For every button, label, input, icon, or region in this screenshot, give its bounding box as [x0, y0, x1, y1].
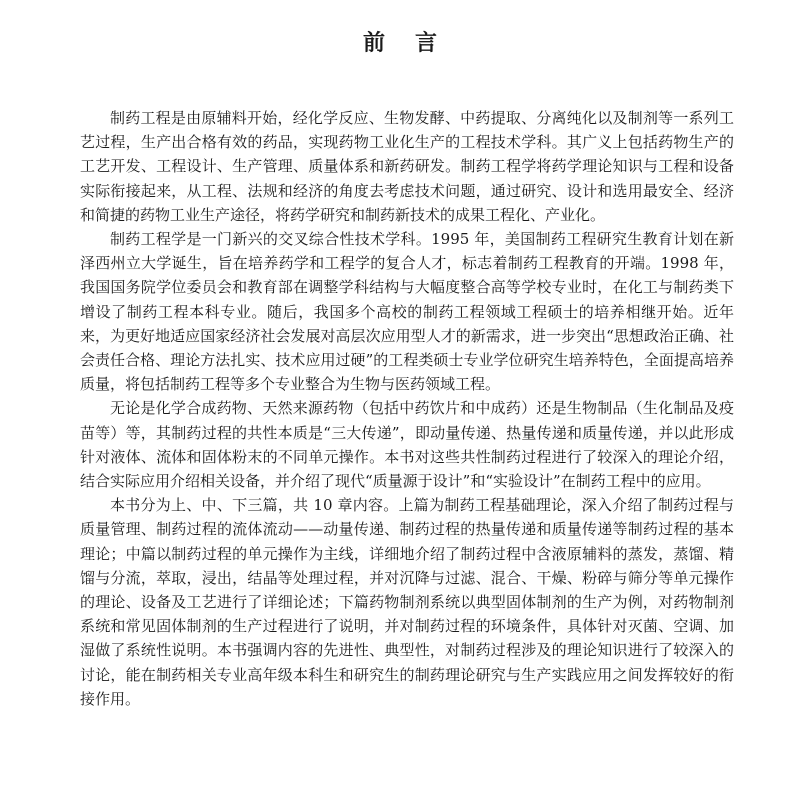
paragraph-4: 本书分为上、中、下三篇，共 10 章内容。上篇为制药工程基础理论，深入介绍了制药过程与质量管理、制药过程的流体流动——动量传递、制药过程的热量传递和质量传递等制药过程的基本理论；中篇以制药过程的单元操作为主线，详细地介绍了制药过程中含液原辅料的蒸发，蒸馏、精馏与分流，萃取，浸出，结晶等处理过程，并对沉降与过滤、混合、干燥、粉碎与筛分等单元操作的理论、设备及工艺进行了详细论述；下篇药物制剂系统以典型固体制剂的生产为例，对药物制剂系统和常见固体制剂的生产过程进行了说明，并对制药过程的环境条件，具体针对灭菌、空调、加湿做了系统性说明。本书强调内容的先进性、典型性，对制药过程涉及的理论知识进行了较深入的讨论，能在制药相关专业高年级本科生和研究生的制药理论研究与生产实践应用之间发挥较好的衔接作用。	[80, 496, 734, 708]
paragraph-2: 制药工程学是一门新兴的交叉综合性技术学科。1995 年，美国制药工程研究生教育计划在新泽西州立大学诞生，旨在培养药学和工程学的复合人才，标志着制药工程教育的开端。1998 年，我国国务院学位委员会和教育部在调整学科结构与大幅度整合高等学校专业时，在化工与制药类下增设了制药工程本科专业。随后，我国多个高校的制药工程领域工程硕士的培养相继开始。近年来，为更好地适应国家经济社会发展对高层次应用型人才的新需求，进一步突出“思想政治正确、社会责任合格、理论方法扎实、技术应用过硬”的工程类硕士专业学位研究生培养特色，全面提高培养质量，将包括制药工程等多个专业整合为生物与医药领域工程。	[80, 230, 734, 394]
paragraph-3: 无论是化学合成药物、天然来源药物（包括中药饮片和中成药）还是生物制品（生化制品及疫苗等）等，其制药过程的共性本质是“三大传递”，即动量传递、热量传递和质量传递，并以此形成针对液体、流体和固体粉末的不同单元操作。本书对这些共性制药过程进行了较深入的理论介绍，结合实际应用介绍相关设备，并介绍了现代“质量源于设计”和“实验设计”在制药工程中的应用。	[80, 399, 734, 491]
preface-body	[80, 106, 734, 711]
paragraph-1: 制药工程是由原辅料开始，经化学反应、生物发酵、中药提取、分离纯化以及制剂等一系列工艺过程，生产出合格有效的药品，实现药物工业化生产的工程技术学科。其广义上包括药物生产的工艺开发、工程设计、生产管理、质量体系和新药研发。制药工程学将药学理论知识与工程和设备实际衔接起来，从工程、法规和经济的角度去考虑技术问题，通过研究、设计和选用最安全、经济和简捷的药物工业生产途径，将药学研究和制药新技术的成果工程化、产业化。	[80, 109, 734, 224]
page-title: 前言	[362, 30, 467, 56]
